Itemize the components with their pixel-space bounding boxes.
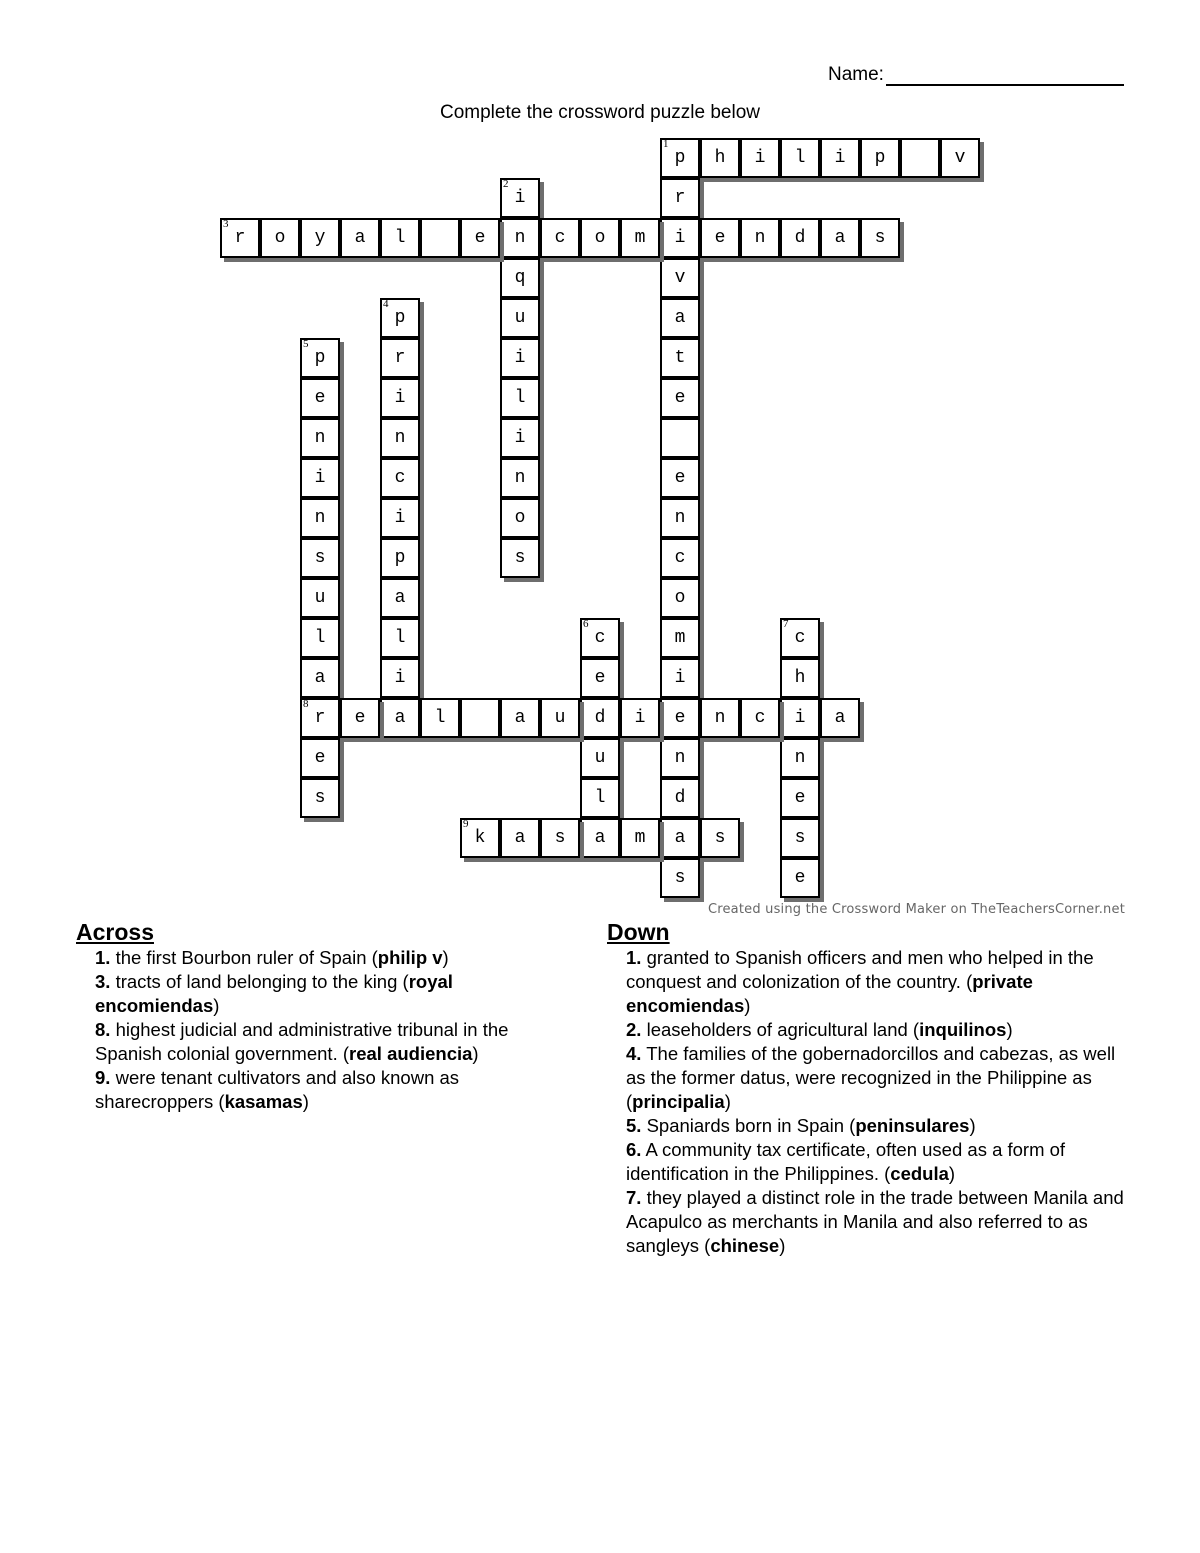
- crossword-cell[interactable]: [780, 138, 820, 178]
- clue-number: 1: [663, 138, 669, 150]
- crossword-cell[interactable]: [660, 178, 700, 218]
- cell-letter: c: [794, 628, 806, 648]
- clue-answer: private encomiendas: [626, 971, 1033, 1016]
- cell-letter: i: [394, 388, 406, 408]
- crossword-cell[interactable]: [660, 658, 700, 698]
- cell-letter: n: [794, 748, 806, 768]
- crossword-cell[interactable]: [300, 538, 340, 578]
- cell-letter: s: [554, 828, 566, 848]
- cell-letter: u: [554, 708, 566, 728]
- crossword-cell[interactable]: [500, 338, 540, 378]
- cell-letter: i: [634, 708, 646, 728]
- clue-text: tracts of land belonging to the king (: [110, 971, 409, 992]
- crossword-cell[interactable]: [380, 538, 420, 578]
- cell-letter: e: [674, 708, 686, 728]
- crossword-cell[interactable]: [580, 698, 620, 738]
- cell-letter: l: [434, 708, 446, 728]
- crossword-cell[interactable]: [580, 658, 620, 698]
- cell-letter: e: [794, 788, 806, 808]
- cell-letter: r: [314, 708, 326, 728]
- crossword-cell[interactable]: [540, 218, 580, 258]
- crossword-cell[interactable]: [820, 138, 860, 178]
- cell-letter: s: [314, 548, 326, 568]
- cell-letter: u: [314, 588, 326, 608]
- cell-letter: h: [714, 148, 726, 168]
- crossword-cell[interactable]: [660, 298, 700, 338]
- crossword-cell[interactable]: [660, 138, 700, 178]
- cell-letter: i: [514, 428, 526, 448]
- cell-letter: i: [514, 348, 526, 368]
- crossword-cell[interactable]: [300, 618, 340, 658]
- clue-number: 4: [383, 298, 389, 310]
- crossword-cell[interactable]: [300, 698, 340, 738]
- cell-letter: e: [674, 388, 686, 408]
- cell-letter: e: [674, 468, 686, 488]
- cell-letter: r: [234, 228, 246, 248]
- clue-num: 1.: [95, 947, 111, 968]
- crossword-cell[interactable]: [300, 338, 340, 378]
- clue-number: 3: [223, 218, 229, 230]
- crossword-cell[interactable]: [300, 778, 340, 818]
- clue-tail: ): [213, 995, 220, 1016]
- cell-letter: i: [754, 148, 766, 168]
- cell-letter: n: [514, 468, 526, 488]
- crossword-cell[interactable]: [500, 218, 540, 258]
- cell-letter: p: [674, 148, 686, 168]
- cell-letter: l: [794, 148, 806, 168]
- cell-letter: a: [514, 828, 526, 848]
- clue-tail: ): [779, 1235, 786, 1256]
- clue-tail: ): [948, 1163, 956, 1184]
- crossword-cell[interactable]: [460, 218, 500, 258]
- cell-letter: v: [954, 148, 966, 168]
- crossword-cell[interactable]: [580, 778, 620, 818]
- name-label: Name:: [828, 64, 884, 85]
- clue-tail: ): [969, 1115, 976, 1136]
- down-clue: [607, 1114, 1127, 1138]
- cell-letter: n: [514, 228, 526, 248]
- crossword-cell[interactable]: [300, 418, 340, 458]
- clue-tail: ): [442, 947, 449, 968]
- down-clue-list: [607, 946, 1127, 1258]
- clue-text: granted to Spanish officers and men who helped in the conquest and colonization of the country. (: [626, 947, 1094, 992]
- crossword-cell[interactable]: [380, 418, 420, 458]
- crossword-cell[interactable]: [620, 698, 660, 738]
- crossword-cell[interactable]: [380, 658, 420, 698]
- clue-text: The families of the gobernadorcillos and cabezas, as well as the former datus, were recognized in the Philippine as (: [626, 1043, 1116, 1112]
- clue-answer: inquilinos: [919, 1019, 1007, 1040]
- cell-letter: m: [634, 828, 646, 848]
- crossword-cell[interactable]: [700, 698, 740, 738]
- crossword-cell[interactable]: [820, 698, 860, 738]
- across-clues: [76, 920, 576, 1114]
- clue-tail: ): [1006, 1019, 1013, 1040]
- crossword-cell[interactable]: [500, 258, 540, 298]
- crossword-cell[interactable]: [580, 618, 620, 658]
- crossword-cell[interactable]: [500, 818, 540, 858]
- crossword-cell[interactable]: [780, 698, 820, 738]
- cell-letter: h: [794, 668, 806, 688]
- clue-number: 9: [463, 818, 469, 830]
- clue-text: they played a distinct role in the trade between Manila and Acapulco as merchants in Manila and also referred to as sangleys (: [626, 1187, 1124, 1256]
- clue-num: 4.: [626, 1043, 642, 1064]
- cell-letter: a: [394, 708, 406, 728]
- cell-letter: c: [394, 468, 406, 488]
- crossword-cell[interactable]: [500, 298, 540, 338]
- across-clue: [76, 1066, 576, 1114]
- cell-letter: o: [514, 508, 526, 528]
- clue-tail: ): [744, 995, 751, 1016]
- crossword-cell[interactable]: [580, 738, 620, 778]
- clue-answer: philip v: [377, 947, 443, 968]
- clue-num: 5.: [626, 1115, 642, 1136]
- crossword-cell[interactable]: [860, 138, 900, 178]
- cell-letter: k: [474, 828, 486, 848]
- crossword-cell[interactable]: [700, 818, 740, 858]
- crossword-cell[interactable]: [660, 858, 700, 898]
- clue-number: 8: [303, 698, 309, 710]
- crossword-cell[interactable]: [420, 218, 460, 258]
- clue-text: the first Bourbon ruler of Spain (: [110, 947, 378, 968]
- clue-number: 6: [583, 618, 589, 630]
- cell-letter: s: [314, 788, 326, 808]
- crossword-cell[interactable]: [780, 658, 820, 698]
- crossword-cell[interactable]: [740, 138, 780, 178]
- crossword-cell[interactable]: [500, 498, 540, 538]
- down-heading: Down: [607, 919, 670, 945]
- cell-letter: a: [594, 828, 606, 848]
- crossword-cell[interactable]: [540, 698, 580, 738]
- crossword-cell[interactable]: [460, 698, 500, 738]
- crossword-cell[interactable]: [780, 858, 820, 898]
- cell-letter: u: [594, 748, 606, 768]
- crossword-cell[interactable]: [660, 738, 700, 778]
- cell-letter: n: [674, 748, 686, 768]
- cell-letter: s: [794, 828, 806, 848]
- cell-letter: n: [674, 508, 686, 528]
- clue-num: 8.: [95, 1019, 111, 1040]
- crossword-cell[interactable]: [500, 698, 540, 738]
- crossword-cell[interactable]: [500, 378, 540, 418]
- cell-letter: a: [674, 308, 686, 328]
- cell-letter: l: [394, 228, 406, 248]
- cell-letter: n: [314, 508, 326, 528]
- crossword-cell[interactable]: [380, 378, 420, 418]
- cell-letter: i: [794, 708, 806, 728]
- clue-text: leaseholders of agricultural land (: [641, 1019, 920, 1040]
- crossword-cell[interactable]: [340, 218, 380, 258]
- cell-letter: c: [554, 228, 566, 248]
- crossword-cell[interactable]: [380, 338, 420, 378]
- down-clue: [607, 1042, 1127, 1114]
- crossword-cell[interactable]: [380, 618, 420, 658]
- crossword-cell[interactable]: [380, 458, 420, 498]
- cell-letter: n: [314, 428, 326, 448]
- cell-letter: d: [794, 228, 806, 248]
- cell-letter: a: [514, 708, 526, 728]
- cell-letter: o: [274, 228, 286, 248]
- cell-letter: s: [714, 828, 726, 848]
- crossword-cell[interactable]: [700, 218, 740, 258]
- crossword-cell[interactable]: [660, 578, 700, 618]
- crossword-cell[interactable]: [580, 818, 620, 858]
- cell-letter: p: [314, 348, 326, 368]
- cell-letter: a: [314, 668, 326, 688]
- cell-letter: s: [674, 868, 686, 888]
- crossword-cell[interactable]: [580, 218, 620, 258]
- cell-letter: l: [514, 388, 526, 408]
- clue-num: 1.: [626, 947, 642, 968]
- crossword-cell[interactable]: [660, 418, 700, 458]
- cell-letter: v: [674, 268, 686, 288]
- across-clue-list: [76, 946, 576, 1114]
- crossword-cell[interactable]: [540, 818, 580, 858]
- cell-letter: o: [674, 588, 686, 608]
- crossword-cell[interactable]: [500, 418, 540, 458]
- cell-letter: c: [594, 628, 606, 648]
- crossword-cell[interactable]: [660, 618, 700, 658]
- cell-letter: i: [314, 468, 326, 488]
- cell-letter: a: [354, 228, 366, 248]
- down-clue: [607, 946, 1127, 1018]
- cell-letter: a: [674, 828, 686, 848]
- cell-letter: e: [314, 748, 326, 768]
- crossword-cell[interactable]: [660, 498, 700, 538]
- cell-letter: i: [834, 148, 846, 168]
- instructions: Complete the crossword puzzle below: [440, 102, 760, 123]
- crossword-cell[interactable]: [420, 698, 460, 738]
- crossword-cell[interactable]: [300, 218, 340, 258]
- crossword-cell[interactable]: [380, 578, 420, 618]
- down-clue: [607, 1138, 1127, 1186]
- cell-letter: e: [474, 228, 486, 248]
- cell-letter: l: [594, 788, 606, 808]
- across-heading: Across: [76, 919, 154, 945]
- clue-answer: chinese: [710, 1235, 780, 1256]
- cell-letter: a: [834, 708, 846, 728]
- cell-letter: i: [674, 668, 686, 688]
- clue-num: 2.: [626, 1019, 642, 1040]
- clue-text: A community tax certificate, often used as a form of identification in the Philippines. (: [626, 1139, 1066, 1184]
- crossword-cell[interactable]: [860, 218, 900, 258]
- crossword-cell[interactable]: [300, 578, 340, 618]
- cell-letter: d: [674, 788, 686, 808]
- crossword-cell[interactable]: [620, 818, 660, 858]
- crossword-cell[interactable]: [780, 618, 820, 658]
- crossword-cell[interactable]: [500, 178, 540, 218]
- cell-letter: l: [394, 628, 406, 648]
- down-clues: [607, 920, 1127, 1258]
- cell-letter: e: [314, 388, 326, 408]
- crossword-cell[interactable]: [780, 818, 820, 858]
- clue-answer: peninsulares: [855, 1115, 970, 1136]
- cell-letter: n: [394, 428, 406, 448]
- crossword-cell[interactable]: [300, 378, 340, 418]
- cell-letter: i: [674, 228, 686, 248]
- clue-text: highest judicial and administrative tribunal in the Spanish colonial government. (: [95, 1019, 509, 1064]
- cell-letter: e: [714, 228, 726, 248]
- down-clue: [607, 1018, 1127, 1042]
- cell-letter: m: [674, 628, 686, 648]
- cell-letter: n: [714, 708, 726, 728]
- crossword-cell[interactable]: [380, 498, 420, 538]
- clue-answer: kasamas: [224, 1091, 303, 1112]
- cell-letter: a: [394, 588, 406, 608]
- clue-number: 5: [303, 338, 309, 350]
- cell-letter: c: [674, 548, 686, 568]
- crossword-cell[interactable]: [660, 258, 700, 298]
- clue-text: Spaniards born in Spain (: [641, 1115, 856, 1136]
- across-clue: [76, 946, 576, 970]
- cell-letter: l: [314, 628, 326, 648]
- crossword-cell[interactable]: [300, 498, 340, 538]
- clue-num: 9.: [95, 1067, 111, 1088]
- across-clue: [76, 970, 576, 1018]
- clue-tail: ): [724, 1091, 731, 1112]
- crossword-cell[interactable]: [660, 218, 700, 258]
- cell-letter: a: [834, 228, 846, 248]
- cell-letter: i: [514, 188, 526, 208]
- crossword-cell[interactable]: [660, 538, 700, 578]
- crossword-cell[interactable]: [900, 138, 940, 178]
- cell-letter: e: [794, 868, 806, 888]
- crossword-cell[interactable]: [300, 738, 340, 778]
- cell-letter: y: [314, 228, 326, 248]
- crossword-cell[interactable]: [500, 538, 540, 578]
- clue-num: 3.: [95, 971, 111, 992]
- crossword-cell[interactable]: [340, 698, 380, 738]
- crossword-cell[interactable]: [380, 298, 420, 338]
- cell-letter: r: [674, 188, 686, 208]
- cell-letter: p: [874, 148, 886, 168]
- crossword-cell[interactable]: [700, 138, 740, 178]
- cell-letter: p: [394, 548, 406, 568]
- crossword-cell[interactable]: [380, 218, 420, 258]
- crossword-cell[interactable]: [300, 458, 340, 498]
- clue-tail: ): [302, 1091, 309, 1112]
- clue-tail: ): [472, 1043, 479, 1064]
- clue-num: 6.: [626, 1139, 642, 1160]
- cell-letter: o: [594, 228, 606, 248]
- cell-letter: p: [394, 308, 406, 328]
- cell-letter: c: [754, 708, 766, 728]
- crossword-cell[interactable]: [780, 218, 820, 258]
- crossword-cell[interactable]: [660, 818, 700, 858]
- down-clue: [607, 1186, 1127, 1258]
- crossword-cell[interactable]: [260, 218, 300, 258]
- clue-number: 2: [503, 178, 509, 190]
- crossword-cell[interactable]: [460, 818, 500, 858]
- crossword-cell[interactable]: [780, 778, 820, 818]
- cell-letter: s: [874, 228, 886, 248]
- crossword-cell[interactable]: [660, 378, 700, 418]
- across-clue: [76, 1018, 576, 1066]
- cell-letter: i: [394, 508, 406, 528]
- credit-line: Created using the Crossword Maker on TheTeachersCorner.net: [707, 902, 1125, 917]
- crossword-cell[interactable]: [780, 738, 820, 778]
- cell-letter: t: [674, 348, 686, 368]
- clue-answer: principalia: [632, 1091, 725, 1112]
- clue-num: 7.: [626, 1187, 642, 1208]
- clue-answer: royal encomiendas: [95, 971, 453, 1016]
- clue-answer: real audiencia: [349, 1043, 473, 1064]
- crossword-cell[interactable]: [820, 218, 860, 258]
- cell-letter: u: [514, 308, 526, 328]
- clue-number: 7: [783, 618, 789, 630]
- crossword-cell[interactable]: [620, 218, 660, 258]
- cell-letter: n: [754, 228, 766, 248]
- cell-letter: r: [394, 348, 406, 368]
- cell-letter: m: [634, 228, 646, 248]
- clue-text: were tenant cultivators and also known as sharecroppers (: [95, 1067, 460, 1112]
- crossword-cell[interactable]: [380, 698, 420, 738]
- crossword-cell[interactable]: [660, 338, 700, 378]
- cell-letter: d: [594, 708, 606, 728]
- crossword-cell[interactable]: [660, 778, 700, 818]
- cell-letter: e: [354, 708, 366, 728]
- crossword-cell[interactable]: [660, 698, 700, 738]
- cell-letter: q: [514, 268, 526, 288]
- crossword-cell[interactable]: [500, 458, 540, 498]
- clue-answer: cedula: [890, 1163, 949, 1184]
- crossword-cell[interactable]: [300, 658, 340, 698]
- crossword-cell[interactable]: [660, 458, 700, 498]
- cell-letter: e: [594, 668, 606, 688]
- crossword-cell[interactable]: [740, 218, 780, 258]
- cell-letter: s: [514, 548, 526, 568]
- crossword-cell[interactable]: [740, 698, 780, 738]
- cell-letter: i: [394, 668, 406, 688]
- crossword-cell[interactable]: [940, 138, 980, 178]
- crossword-cell[interactable]: [220, 218, 260, 258]
